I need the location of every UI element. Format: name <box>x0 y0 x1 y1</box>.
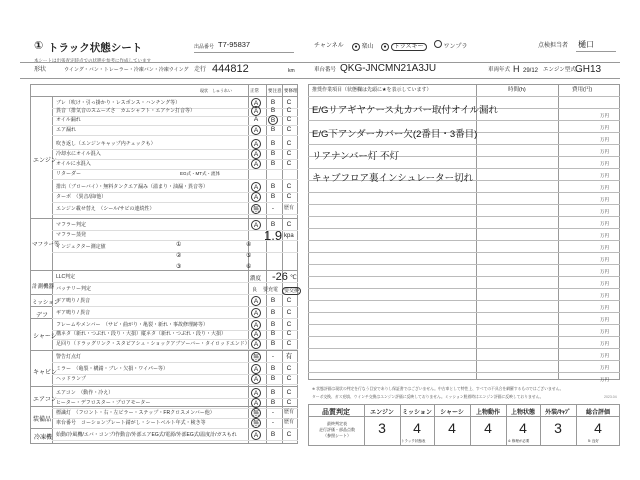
row-rating-a: A <box>251 296 261 306</box>
page-title: トラック状態シート <box>48 42 143 54</box>
row-rating-b: B <box>270 321 276 328</box>
rating-total: 4 <box>594 420 602 436</box>
row-rating-c: 歴有 <box>283 205 294 211</box>
yen-unit: 万円 <box>600 365 609 370</box>
rating-sub-total: 5: 良好 <box>588 439 599 443</box>
row-rating-b: B <box>270 160 276 167</box>
yen-unit: 万円 <box>600 137 609 142</box>
battery-opt-good: 良 <box>252 287 258 293</box>
version: 2023.04 <box>604 395 617 399</box>
row-rating-a: A <box>251 374 261 384</box>
mileage-unit: km <box>288 68 295 74</box>
row-rating-c: C <box>286 321 292 328</box>
year-label: 車両年式 <box>488 67 511 73</box>
type-options: ウイング・バン・トレーラー・冷凍バン・冷凍ウイング <box>64 67 189 73</box>
row-label: マフラー蒸発 <box>56 232 87 238</box>
row-rating-a: A <box>251 339 261 349</box>
page-header <box>0 0 640 60</box>
title-number: ① <box>34 40 44 52</box>
rating-head-upper-cond: 上物状態 <box>510 410 535 416</box>
rating-sub-upper-cond: 4: 修理が必要 <box>508 439 530 443</box>
row-label: ターボ （異音/油/他） <box>56 194 107 200</box>
row-rating-a: A <box>251 125 261 135</box>
row-label: ヒーター・デフロスター・ブロアモーター <box>56 400 151 406</box>
row-rating-b: B <box>270 375 276 382</box>
yen-unit: 万円 <box>600 281 609 286</box>
year-era: H <box>513 64 520 74</box>
row-rating-c: C <box>286 183 292 190</box>
row-rating-b: B <box>270 340 276 347</box>
row-rating-b: B <box>270 221 276 228</box>
category-diff: デフ <box>36 313 49 319</box>
llc-label: 濃度 <box>250 276 262 282</box>
row-rating-c: C <box>286 309 292 316</box>
chassis-label: 車台番号 <box>314 67 337 73</box>
category-engine: エンジン <box>33 158 57 164</box>
row-rating-c: C <box>286 389 292 396</box>
battery-opt-charge: 要充電 <box>263 287 279 293</box>
row-label: ギア鳴り / 異音 <box>56 298 91 304</box>
row-label: バッテリー判定 <box>56 286 92 292</box>
row-label: 標識灯 （フロント・右・左ビラー・ステップ・FRクロスメンバー他） <box>56 410 215 416</box>
rating-head-exterior: 外装/ｷｬﾌﾞ <box>545 410 571 416</box>
top-note: 本シートは出張査定時点での状態を参考に作成しています <box>34 58 151 63</box>
work-head-time: 時間(h) <box>508 87 526 93</box>
rating-head-upper-op: 上物動作 <box>475 410 500 416</box>
row-rating-c: C <box>286 107 292 114</box>
work-issue-4: キャブフロア裏インシュレーター切れ <box>312 173 474 184</box>
muffler-unit: kpa <box>284 233 294 239</box>
rating-sublabel: 最終判定表 走行評価・部品点数 （参照シート） <box>319 421 355 438</box>
yen-unit: 万円 <box>600 245 609 250</box>
injector-1: ① <box>176 242 182 248</box>
yen-unit: 万円 <box>600 257 609 262</box>
row-rating-b: - <box>271 409 275 416</box>
row-rating-a: 無 <box>252 410 260 417</box>
muffler-value: 1.9 <box>264 228 283 243</box>
yen-unit: 万円 <box>600 161 609 166</box>
yen-unit: 万円 <box>600 125 609 130</box>
yen-unit: 万円 <box>600 113 609 118</box>
row-rating-a: A <box>251 139 261 149</box>
row-label: 排出（ブローバイ）・無料タンクエア漏み（溢まり・油漏・異音等） <box>56 184 209 190</box>
channel-unselected-icon <box>434 40 442 48</box>
row-rating-c: C <box>286 297 292 304</box>
yen-unit: 万円 <box>600 209 609 214</box>
channel-selected-icon: ● <box>352 43 360 51</box>
row-rating-c: 歴有 <box>283 409 294 415</box>
row-label: 冷却水にオイル混入 <box>56 151 101 157</box>
row-rating-b: B <box>270 183 276 190</box>
row-label: ギア鳴り / 異音 <box>56 310 91 316</box>
row-rating-b: B <box>270 365 276 372</box>
row-rating-a: A <box>251 388 261 398</box>
work-issue-3: リアナンバー灯 不灯 <box>312 151 399 162</box>
injector-5: ⑤ <box>246 253 252 259</box>
row-rating-a: A <box>251 106 261 116</box>
row-rating-a: A <box>251 192 261 202</box>
category-chassis: シャーシ <box>33 334 57 340</box>
channel-selected-icon-2: ● <box>381 43 389 51</box>
row-rating-a: A <box>251 430 261 440</box>
rating-exterior: 3 <box>554 420 562 436</box>
row-rating-b: - <box>271 205 275 212</box>
row-label: 異音（排気音のスムーズさ カムシャフト・エアケン打音等） <box>56 108 196 114</box>
yen-unit: 万円 <box>600 317 609 322</box>
inspector-name: 樋口 <box>578 40 594 49</box>
year-value: 29/12 <box>523 68 539 74</box>
yen-unit: 万円 <box>600 329 609 334</box>
category-aircon: エアコン <box>33 397 57 403</box>
row-label: 構ネタ（新れ・つぶれ・段り・大損）縦ネタ（新れ・つぶれ・段り・大損） <box>56 331 227 337</box>
rating-head-chassis: シャーシ <box>440 410 464 416</box>
row-label: 車台番号 コーションプレート錆がし・シートベルト年式・検き等 <box>56 420 206 426</box>
col-head-repair: 要修理 <box>284 88 298 93</box>
row-rating-c: C <box>286 116 292 123</box>
channel-label: チャンネル <box>314 43 344 49</box>
row-rating-a: A <box>253 116 259 123</box>
row-rating-c: C <box>286 399 292 406</box>
row-rating-c: C <box>286 140 292 147</box>
row-label: 足回り（ドラッグリンク・スタビアシュ・ショックアブソーバー・タイロッドエンド） <box>56 341 250 347</box>
row-rating-a: A <box>251 98 261 108</box>
rating-mission: 4 <box>413 420 421 436</box>
row-label: 警告灯点灯 <box>56 354 82 360</box>
category-muffler: マフラー等 <box>32 242 60 248</box>
yen-unit: 万円 <box>600 149 609 154</box>
yen-unit: 万円 <box>600 233 609 238</box>
row-label: 始動/冷風機/エバ・コンプ/作動音/外部エアEG式/電源/外部EG式/温度計/ガスもれ <box>56 432 237 438</box>
row-rating-c: 有 <box>285 353 293 360</box>
battery-opt-replace: 要交換 <box>284 288 300 294</box>
category-equipment: 装備品 <box>33 417 52 423</box>
work-head-item: 推奨作業項目（状態欄は先頭に★を表示しています） <box>312 87 432 93</box>
mileage-value: 444812 <box>212 63 249 75</box>
col-left-small: 現状 しゅうれい <box>200 88 232 93</box>
row-rating-b: - <box>271 419 275 426</box>
yen-unit: 万円 <box>600 185 609 190</box>
row-rating-c: C <box>286 126 292 133</box>
work-issue-2: E/G下アンダーカバー欠(2番目・3番目) <box>312 129 478 140</box>
rating-label: 品質判定 <box>322 409 350 416</box>
yen-unit: 万円 <box>600 173 609 178</box>
yen-unit: 万円 <box>600 269 609 274</box>
row-label: ミラー （亀裂・構錆・ブレ・欠損・ワイパー等） <box>56 366 169 372</box>
category-meters: 計測機器 <box>32 284 55 290</box>
type-label: 形状 <box>34 67 47 73</box>
yen-unit: 万円 <box>600 341 609 346</box>
footnote: ※ 状態評価は現状の判定を行なう目安でありし保証書ではございません。中古車として特性上、すべての不具合を網羅するものではございません。 <box>312 387 564 391</box>
injector-4: ④ <box>246 242 252 248</box>
row-label: 吹き返し（エンジンキャップ内チェックも） <box>56 141 156 147</box>
row-rating-b: B <box>270 107 276 114</box>
row-rating-b: B <box>270 389 276 396</box>
yen-unit: 万円 <box>600 221 609 226</box>
row-rating-a: A <box>251 308 261 318</box>
row-rating-b: B <box>270 431 276 438</box>
engine-value: GH13 <box>575 64 602 75</box>
row-rating-a: A <box>251 220 261 230</box>
row-label: インジェクター測定値 <box>56 244 106 250</box>
row-label: エア漏れ <box>56 127 77 133</box>
row-label: オイルに水混入 <box>56 161 91 167</box>
yen-unit: 万円 <box>600 353 609 358</box>
rating-engine: 3 <box>378 420 386 436</box>
channel-option-1: 楽山 <box>361 44 374 50</box>
row-rating-c: C <box>286 160 292 167</box>
row-rating-b: B <box>270 309 276 316</box>
channel-options <box>352 40 468 51</box>
row-rating-b: - <box>271 353 275 360</box>
row-label: ブレ（吹け・引っ掛かり・レスポンス・ハンチング等） <box>56 100 181 106</box>
llc-unit: ℃ <box>290 275 297 281</box>
work-issue-1: E/Gリアギヤケース丸カバー取付オイル漏れ <box>312 105 499 116</box>
row-rating-c: 歴有 <box>283 419 294 425</box>
yen-unit: 万円 <box>600 377 609 382</box>
engine-label: エンジン型式 <box>543 67 576 73</box>
channel-option-3: ワンプラ <box>443 44 468 50</box>
row-rating-c: C <box>286 193 292 200</box>
col-head-normal: 正常 <box>250 88 259 93</box>
rating-head-mission: ミッション <box>402 410 432 416</box>
row-rating-b: B <box>270 126 276 133</box>
row-rating-c: C <box>286 365 292 372</box>
row-rating-a: A <box>251 364 261 374</box>
row-extra: EG式・MT式・流体 <box>180 171 220 176</box>
category-cabin: キャビン <box>33 370 58 376</box>
rating-chassis: 4 <box>448 420 456 436</box>
row-rating-b: B <box>270 150 276 157</box>
row-rating-c: C <box>286 330 292 337</box>
row-rating-b: B <box>270 330 276 337</box>
row-label: マフラー判定 <box>56 222 87 228</box>
row-rating-b: B <box>270 297 276 304</box>
row-rating-a: 無 <box>252 206 260 213</box>
work-head-cost: 費用(円) <box>572 87 593 93</box>
row-rating-c: C <box>286 375 292 382</box>
row-label: リターダー <box>56 171 82 177</box>
row-label: フレームやメンバー （サビ・曲がり・亀裂・新れ・事故修理跡等） <box>56 322 208 328</box>
row-rating-a: A <box>251 320 261 330</box>
injector-6: ⑥ <box>246 264 252 270</box>
row-rating-b: B <box>270 399 276 406</box>
rating-upper-cond: 4 <box>519 420 527 436</box>
row-rating-c: C <box>286 99 292 106</box>
rating-head-engine: エンジン <box>370 410 394 416</box>
yen-unit: 万円 <box>600 197 609 202</box>
row-rating-b: B <box>268 115 278 125</box>
category-freezer: 冷凍機 <box>34 435 53 441</box>
chassis-value: QKG-JNCMN21A3JU <box>340 63 437 74</box>
row-rating-a: A <box>251 182 261 192</box>
row-rating-c: C <box>286 150 292 157</box>
injector-3: ③ <box>176 264 182 270</box>
channel-option-2: トラスキー <box>391 43 427 51</box>
row-label: LLC判定 <box>56 274 76 280</box>
row-label: エアコン （動作・冷え） <box>56 390 114 396</box>
row-rating-b: B <box>270 99 276 106</box>
llc-value: -26 <box>272 271 288 283</box>
row-label: エンジン載せ替え （シール/サビの連続性） <box>56 206 155 212</box>
category-mission: ミッション <box>32 300 60 306</box>
row-rating-b: B <box>270 193 276 200</box>
row-rating-a: 無 <box>252 420 260 427</box>
row-rating-c: C <box>286 340 292 347</box>
row-rating-a: 無 <box>252 354 260 361</box>
bid-number: T7-95837 <box>218 40 251 49</box>
yen-unit: 万円 <box>600 293 609 298</box>
row-label: ヘッドランプ <box>56 376 87 382</box>
footnote-2: ターボ交換、ガス充填、ウインチ交換はエンジン評価に反映しておりません。ミッション脱着時はエンジン評価に反映しておりません。 <box>312 395 544 399</box>
yen-unit: 万円 <box>600 305 609 310</box>
injector-2: ② <box>176 253 182 259</box>
mileage-label: 走行 <box>194 67 207 73</box>
row-rating-a: A <box>251 398 261 408</box>
row-rating-c: C <box>286 431 292 438</box>
col-head-caution: 要注意 <box>268 88 282 93</box>
row-rating-a: A <box>251 149 261 159</box>
row-rating-b: B <box>270 140 276 147</box>
rating-upper-op: 4 <box>484 420 492 436</box>
rating-head-total: 総合評価 <box>585 410 610 416</box>
row-rating-a: A <box>251 159 261 169</box>
row-rating-a: A <box>251 329 261 339</box>
rating-sub-mission: トラック状態表 <box>401 439 426 443</box>
bid-label: 出品番号 <box>194 44 215 50</box>
inspector-label: 点検担当者 <box>538 43 569 49</box>
row-label: オイル漏れ <box>56 117 81 123</box>
row-rating-c: C <box>286 221 292 228</box>
